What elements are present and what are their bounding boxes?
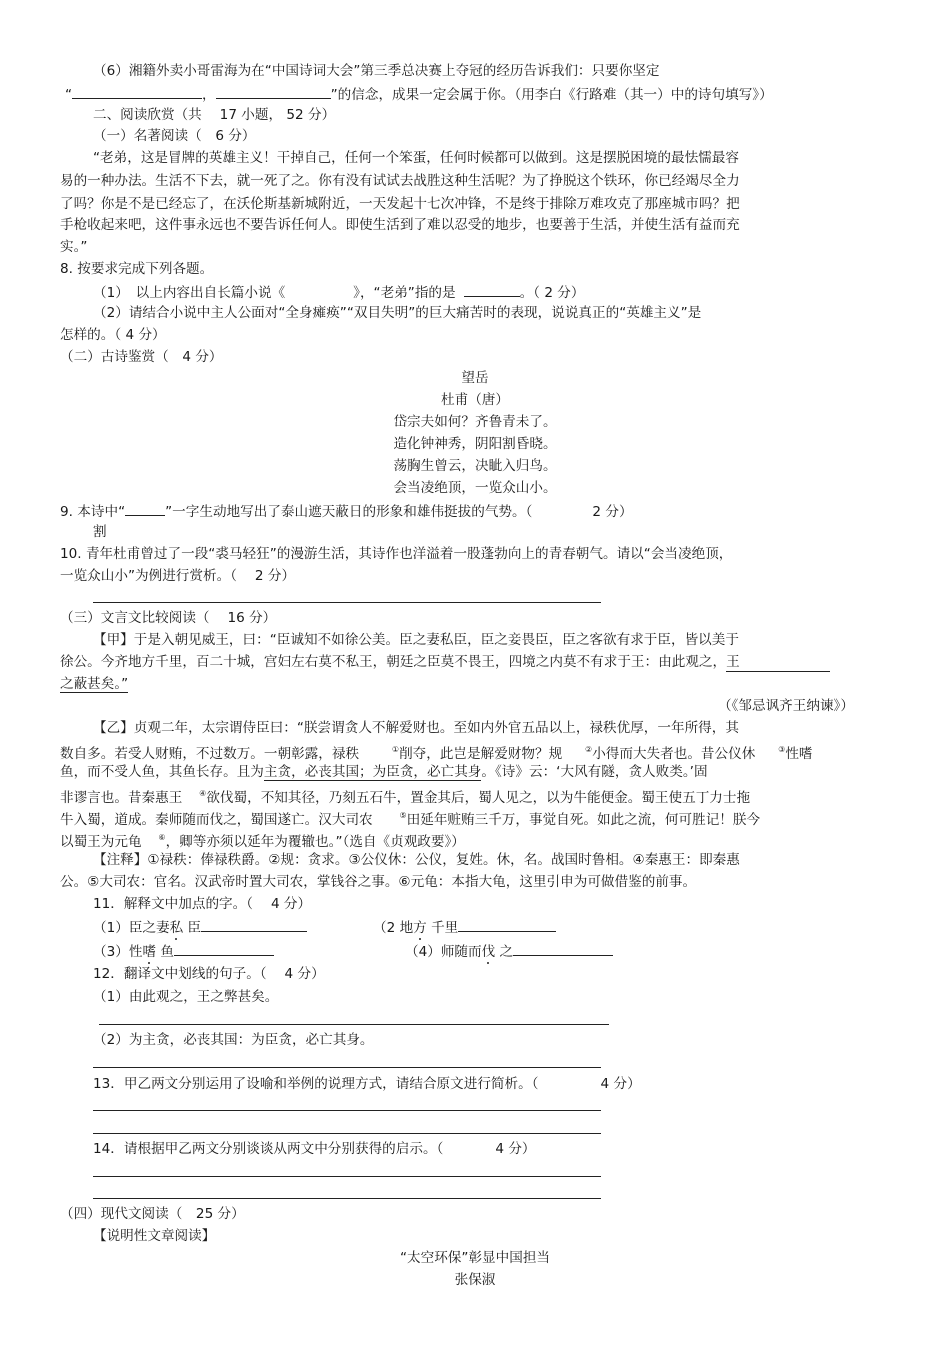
q13-answer-line[interactable] bbox=[93, 1110, 601, 1111]
q6-blank-1[interactable] bbox=[72, 84, 202, 99]
q10-answer-line[interactable] bbox=[93, 602, 601, 603]
q8-1-blank[interactable] bbox=[464, 282, 520, 297]
yi-line3: 鱼，而不受人鱼，其鱼长存。且为主贪，必丧其国；为臣贪，必亡其身。《诗》云：‘大风有隧，贪人败类。’固 bbox=[60, 764, 708, 780]
section2-heading: 二、阅读欣赏（共 17 小题， 52 分） bbox=[93, 107, 336, 123]
poem-line: 荡胸生曾云，决眦入归鸟。 bbox=[393, 458, 557, 474]
q14-answer-line[interactable] bbox=[93, 1198, 601, 1199]
jia-line1: 【甲】于是入朝见威王，曰：“臣诚知不如徐公美。臣之妻私臣，臣之妾畏臣，臣之客欲有求于臣，皆以美于 bbox=[93, 632, 739, 648]
poem-line: 岱宗夫如何？齐鲁青未了。 bbox=[393, 414, 557, 430]
poem-title: 望岳 bbox=[461, 370, 489, 386]
q8-2-line1: （2）请结合小说中主人公面对“全身瘫痪”“双目失明”的巨大痛苦时的表现，说说真正的“英雄主义”是 bbox=[93, 305, 702, 321]
q11-4-blank[interactable] bbox=[513, 941, 613, 956]
q8-1: （1） 以上内容出自长篇小说《 》，“老弟”指的是 。（ 2 分） bbox=[93, 282, 585, 302]
jia-line2: 徐公。今齐地方千里，百二十城，宫妇左右莫不私王，朝廷之臣莫不畏王，四境之内莫不有求于王：由此观之，王 bbox=[60, 653, 830, 672]
q12-2-answer-line[interactable] bbox=[93, 1067, 601, 1068]
q8-2-line2: 怎样的。（ 4 分） bbox=[60, 327, 166, 343]
part3-heading: （三）文言文比较阅读（ 16 分） bbox=[60, 610, 277, 626]
part1-passage-line: “老弟，这是冒牌的英雄主义！干掉自己，任何一个笨蛋，任何时候都可以做到。这是摆脱困境的最怯懦最容 bbox=[93, 150, 739, 166]
q14-answer-line[interactable] bbox=[93, 1176, 601, 1177]
q11-2: （2 地方 千里 bbox=[373, 917, 556, 937]
part1-passage-line: 了吗？你是不是已经忘了，在沃伦斯基新城附近，一天发起十七次冲锋，不是终于排除万难攻克了那座城市吗？把 bbox=[60, 196, 740, 212]
q14: 14．请根据甲乙两文分别谈谈从两文中分别获得的启示。（ 4 分） bbox=[93, 1141, 536, 1157]
poem-line: 造化钟神秀，阴阳割昏晓。 bbox=[393, 436, 557, 452]
poem-author: 杜甫（唐） bbox=[441, 392, 509, 408]
jia-source: （《邹忌讽齐王纳谏》） bbox=[718, 698, 854, 714]
q11-4: （4）师随而伐 之 bbox=[405, 941, 613, 961]
q12-1-answer-line[interactable] bbox=[99, 1024, 609, 1025]
jia-line3: 之蔽甚矣。” bbox=[60, 676, 129, 692]
yi-line6: 以蜀王为元龟 ⑥，卿等亦须以延年为覆辙也。”（选自《贞观政要》） bbox=[60, 833, 465, 850]
yi-line2: 数自多。若受人财贿，不过数万。一朝彰露，禄秩 ①削夺，此岂是解爱财物？规 ②小得而大失者也。昔公仪休 ③性嗜 bbox=[60, 745, 813, 762]
q12-1: （1）由此观之，王之弊甚矣。 bbox=[93, 989, 279, 1005]
q10-line1: 10. 青年杜甫曾过了一段“裘马轻狂”的漫游生活，其诗作也洋溢着一股蓬勃向上的青春朝气。请以“会当凌绝顶， bbox=[60, 546, 733, 562]
yi-line4: 非谬言也。昔秦惠王 ④欲伐蜀，不知其径，乃刻五石牛，置金其后，蜀人见之，以为牛能便金。蜀王使五丁力士拖 bbox=[60, 789, 751, 806]
q11-1-blank[interactable] bbox=[201, 917, 307, 932]
notes-line2: 公。⑤大司农：官名。汉武帝时置大司农，掌钱谷之事。⑥元龟：本指大龟，这里引申为可做借鉴的前事。 bbox=[60, 874, 697, 890]
q6-blank-2[interactable] bbox=[216, 84, 331, 99]
q9: 9. 本诗中“ ”一字生动地写出了泰山遮天蔽日的形象和雄伟挺拔的气势。（ 2 分） bbox=[60, 501, 633, 521]
notes-line1: 【注释】①禄秩：俸禄秩爵。②规：贪求。③公仪休：公仪，复姓。休，名。战国时鲁相。④秦惠王：即秦惠 bbox=[93, 852, 740, 868]
part1-passage-line: 实。” bbox=[60, 239, 88, 255]
q9-answer: 割 bbox=[93, 524, 107, 540]
q13: 13．甲乙两文分别运用了设喻和举例的说理方式，请结合原文进行简析。（ 4 分） bbox=[93, 1076, 641, 1092]
q12-heading: 12．翻译文中划线的句子。（ 4 分） bbox=[93, 966, 325, 982]
part4-subheading: 【说明性文章阅读】 bbox=[93, 1228, 216, 1244]
part4-heading: （四）现代文阅读（ 25 分） bbox=[60, 1206, 245, 1222]
q12-2: （2）为主贪，必丧其国：为臣贪，必亡其身。 bbox=[93, 1032, 374, 1048]
q11-3-blank[interactable] bbox=[174, 941, 274, 956]
poem-line: 会当凌绝顶，一览众山小。 bbox=[393, 480, 557, 496]
yi-line5: 牛入蜀，道成。秦师随而伐之，蜀国遂亡。汉大司农 ⑤田延年赃贿三千万，事觉自死。如此之流，何可胜记！朕今 bbox=[60, 811, 761, 828]
q6-line1: （6）湘籍外卖小哥雷海为在“中国诗词大会”第三季总决赛上夺冠的经历告诉我们：只要你坚定 bbox=[93, 63, 660, 79]
q10-line2: 一览众山小”为例进行赏析。（ 2 分） bbox=[60, 568, 296, 584]
article-author: 张保淑 bbox=[454, 1272, 496, 1288]
q11-1: （1）臣之妻私 臣 bbox=[93, 917, 307, 937]
article-title: “太空环保”彰显中国担当 bbox=[399, 1250, 551, 1266]
q11-2-blank[interactable] bbox=[458, 917, 556, 932]
part2-heading: （二）古诗鉴赏（ 4 分） bbox=[60, 349, 223, 365]
q6-line2: “ ， ”的信念，成果一定会属于你。（用李白《行路难（其一）中的诗句填写》） bbox=[65, 84, 773, 104]
q11-heading: 11．解释文中加点的字。（ 4 分） bbox=[93, 896, 312, 912]
q13-answer-line[interactable] bbox=[93, 1133, 601, 1134]
q8-heading: 8. 按要求完成下列各题。 bbox=[60, 261, 214, 277]
part1-passage-line: 易的一种办法。生活不下去，就一死了之。你有没有试试去战胜这种生活呢？为了挣脱这个铁环，你已经竭尽全力 bbox=[60, 173, 740, 189]
part1-passage-line: 手枪收起来吧，这件事永远也不要告诉任何人。即使生活到了难以忍受的地步，也要善于生活，并使生活有益而充 bbox=[60, 217, 740, 233]
q11-3: （3）性嗜 鱼 bbox=[93, 941, 274, 961]
q9-blank[interactable] bbox=[125, 501, 165, 516]
yi-line1: 【乙】贞观二年，太宗谓侍臣曰：“朕尝谓贪人不解爱财也。至如内外官五品以上，禄秩优厚，一年所得，其 bbox=[93, 720, 739, 736]
part1-heading: （一）名著阅读（ 6 分） bbox=[93, 128, 256, 144]
